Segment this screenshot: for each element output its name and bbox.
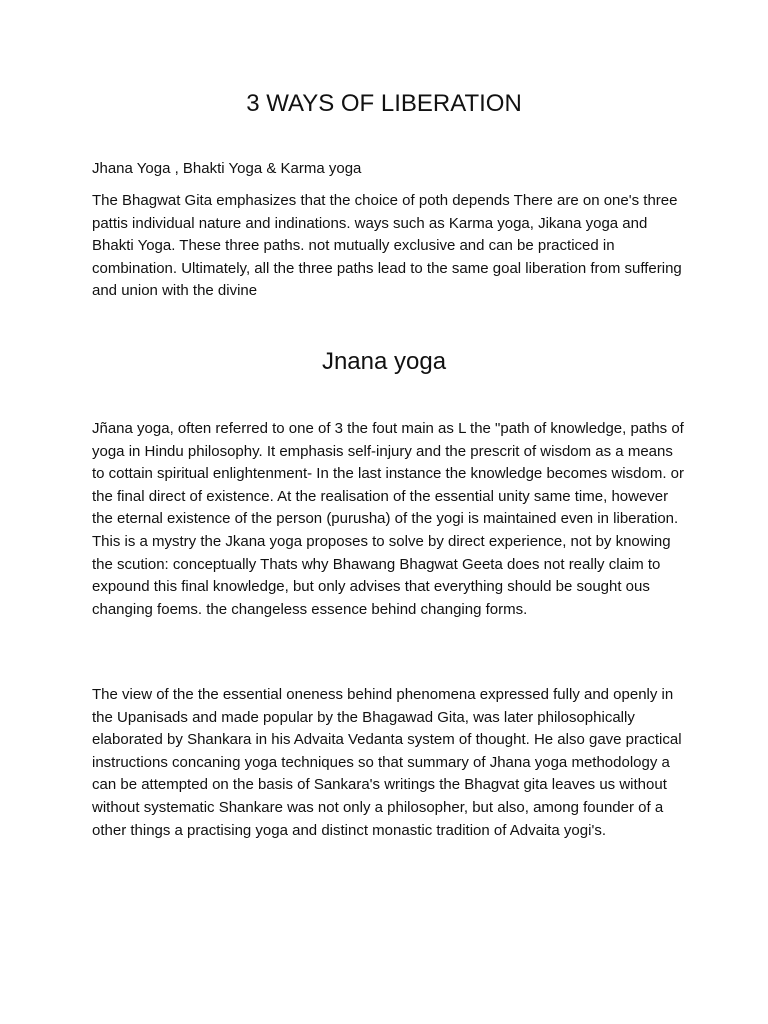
section-heading: Jnana yoga bbox=[321, 348, 447, 375]
intro-paragraph: The Bhagwat Gita emphasizes that the choice of poth depends There are on one's three pattis individual nature and indinations. ways such as Karma yoga, Jikana yoga and Bhakti Yoga. These three paths. not mutually exclusive and can be practiced in combination. Ultimately, all the three paths lead to the same goal liberation from suffering and union with the divine bbox=[92, 192, 682, 299]
document-title: 3 WAYS OF LIBERATION bbox=[246, 90, 522, 117]
body-paragraph-2: The view of the the essential oneness behind phenomena expressed fully and openly in the Upanisads and made popular by the Bhagawad Gita, was later philosophically elaborated by Shankara in his Advaita Vedanta system of thought. He also gave practical instructions concaning yoga techniques so that summary of Jhana yoga methodology a can be attempted on the basis of Sankara's writings the Bhagvat gita leaves us without without systematic Shankare was not only a philosopher, but also, among founder of a other things a practising yoga and distinct monastic tradition of Advaita yogi's. bbox=[92, 686, 682, 839]
document-subtitle: Jhana Yoga , Bhakti Yoga & Karma yoga bbox=[92, 160, 362, 177]
body-paragraph-1: Jñana yoga, often referred to one of 3 the fout main as L the "path of knowledge, paths of yoga in Hindu philosophy. It emphasis self-injury and the prescrit of wisdom as a means to cottain spiritual enlightenment- In the last instance the knowledge becomes wisdom. or the final direct of existence. At the realisation of the essential unity same time, however the eternal existence of the person (purusha) of the yogi is maintained even in liberation. This is a mystry the Jkana yoga proposes to solve by direct experience, not by knowing the scution: conceptually Thats why Bhawang Bhagwat Geeta does not really claim to expound this final knowledge, but only advises that everything should be sought ous changing foems. the changeless essence behind changing forms. bbox=[92, 420, 684, 618]
